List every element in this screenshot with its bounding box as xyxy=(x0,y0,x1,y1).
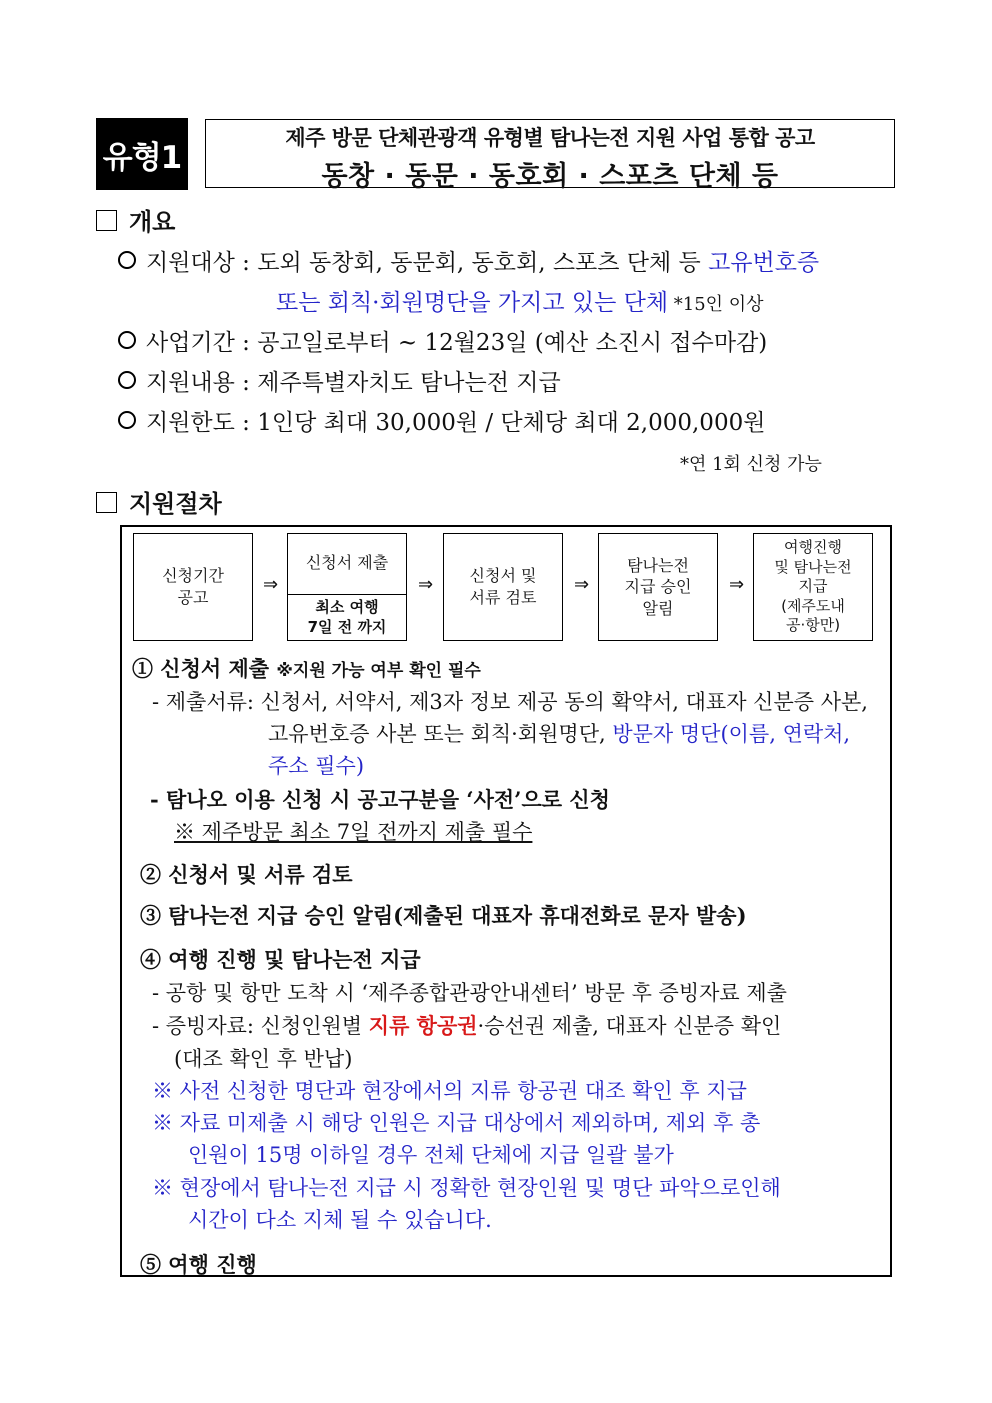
p1-docs-1: 신청서, 서약서, 제3자 정보 제공 동의 확약서, 대표자 신분증 사본, xyxy=(260,690,868,714)
p1-tamnao: - 탐나오 이용 신청 시 공고구분을 ‘사전’으로 신청 xyxy=(150,787,610,812)
note-2a: ※ 자료 미제출 시 해당 인원은 지급 대상에서 제외하며, 제외 후 총 xyxy=(152,1111,761,1135)
section-procedure xyxy=(96,484,222,519)
note-3a: ※ 현장에서 탐나는전 지급 시 정확한 현장인원 및 명단 파악으로인해 xyxy=(152,1176,781,1200)
circle-bullet-icon xyxy=(118,411,136,429)
overview-limit xyxy=(118,404,765,437)
note-3b: 시간이 다소 지체 될 수 있습니다. xyxy=(188,1208,492,1232)
section-heading: 개요 xyxy=(129,207,176,236)
circle-bullet-icon xyxy=(118,371,136,389)
title-line1: 제주 방문 단체관광객 유형별 탐나는전 지원 사업 통합 공고 xyxy=(285,126,815,150)
p5: ⑤ 여행 진행 xyxy=(140,1252,257,1277)
target-label: 지원대상 : 도외 동창회, 동문회, 동호회, 스포츠 단체 등 xyxy=(146,250,709,276)
circle-bullet-icon xyxy=(118,331,136,349)
p1-docs-2a: 고유번호증 사본 또는 회칙·회원명단, xyxy=(268,722,613,746)
overview-period xyxy=(118,324,767,357)
title-box xyxy=(205,119,895,192)
p1-title-row xyxy=(132,653,481,683)
period-text: 사업기간 : 공고일로부터 ~ 12월23일 (예산 소진시 접수마감) xyxy=(146,330,768,356)
note-2b: 인원이 15명 이하일 경우 전체 단체에 지급 일괄 불가 xyxy=(188,1143,674,1167)
arrow-right-icon: ⇒ xyxy=(418,574,434,595)
type-badge: 유형1 xyxy=(96,118,188,190)
limit-note: *연 1회 신청 가능 xyxy=(680,454,822,475)
p1-title: ① 신청서 제출 xyxy=(132,656,270,681)
title-line2: 동창 · 동문 · 동호회 · 스포츠 단체 등 xyxy=(321,161,779,192)
p1-docs-3: 주소 필수) xyxy=(268,754,365,778)
overview-target xyxy=(118,244,819,277)
arrow-right-icon: ⇒ xyxy=(263,574,279,595)
flow-step-submit-label: 신청서 제출 xyxy=(305,553,389,572)
circle-bullet-icon xyxy=(118,251,136,269)
flow-step-travel: 여행진행 및 탐나는전 지급 (제주도내 공·항만) xyxy=(753,533,873,641)
p1-docs-row1 xyxy=(152,686,868,716)
checkbox-square-icon xyxy=(96,492,117,513)
flow-step-submit-deadline: 최소 여행 7일 전 까지 xyxy=(287,594,407,641)
limit-text: 지원한도 : 1인당 최대 30,000원 / 단체당 최대 2,000,000원 xyxy=(146,410,766,436)
section-overview xyxy=(96,202,175,237)
flow-step-approval: 탐나는전 지급 승인 알림 xyxy=(598,533,718,641)
p4-b1: - 증빙자료: 신청인원별 xyxy=(152,1014,369,1038)
p1-docs-2b: 방문자 명단(이름, 연락처, xyxy=(612,722,851,746)
checkbox-square-icon xyxy=(96,210,117,231)
p1-docs-row2 xyxy=(268,718,850,748)
p3: ③ 탐나는전 지급 승인 알림(제출된 대표자 휴대전화로 문자 발송) xyxy=(140,903,747,928)
p4-b-red: 지류 항공권 xyxy=(368,1013,478,1038)
overview-content xyxy=(118,364,561,397)
p4: ④ 여행 진행 및 탐나는전 지급 xyxy=(140,947,421,972)
overview-target-cont xyxy=(276,284,764,317)
note-1: ※ 사전 신청한 명단과 현장에서의 지류 항공권 대조 확인 후 지급 xyxy=(152,1079,747,1103)
p4-b3: (대조 확인 후 반납) xyxy=(174,1047,353,1071)
content-text: 지원내용 : 제주특별자치도 탐나는전 지급 xyxy=(146,370,561,396)
arrow-right-icon: ⇒ xyxy=(574,574,590,595)
p4-b2: ·승선권 제출, 대표자 신분증 확인 xyxy=(477,1014,782,1038)
p1-note: ※지원 가능 여부 확인 필수 xyxy=(276,661,481,681)
p1-docs-label: - 제출서류: xyxy=(152,690,261,714)
section-heading: 지원절차 xyxy=(129,489,222,518)
p2: ② 신청서 및 서류 검토 xyxy=(140,862,353,887)
flow-step-announce: 신청기간 공고 xyxy=(133,533,253,641)
target-blue-1: 고유번호증 xyxy=(708,250,820,276)
flow-step-review: 신청서 및 서류 검토 xyxy=(443,533,563,641)
p4-a: - 공항 및 항만 도착 시 ‘제주종합관광안내센터’ 방문 후 증빙자료 제출 xyxy=(152,981,787,1005)
arrow-right-icon: ⇒ xyxy=(729,574,745,595)
target-blue-2: 또는 회칙·회원명단을 가지고 있는 단체 xyxy=(276,290,669,316)
p1-deadline: ※ 제주방문 최소 7일 전까지 제출 필수 xyxy=(174,820,533,844)
p4-b-row xyxy=(152,1010,781,1040)
target-note: *15인 이상 xyxy=(668,294,764,315)
